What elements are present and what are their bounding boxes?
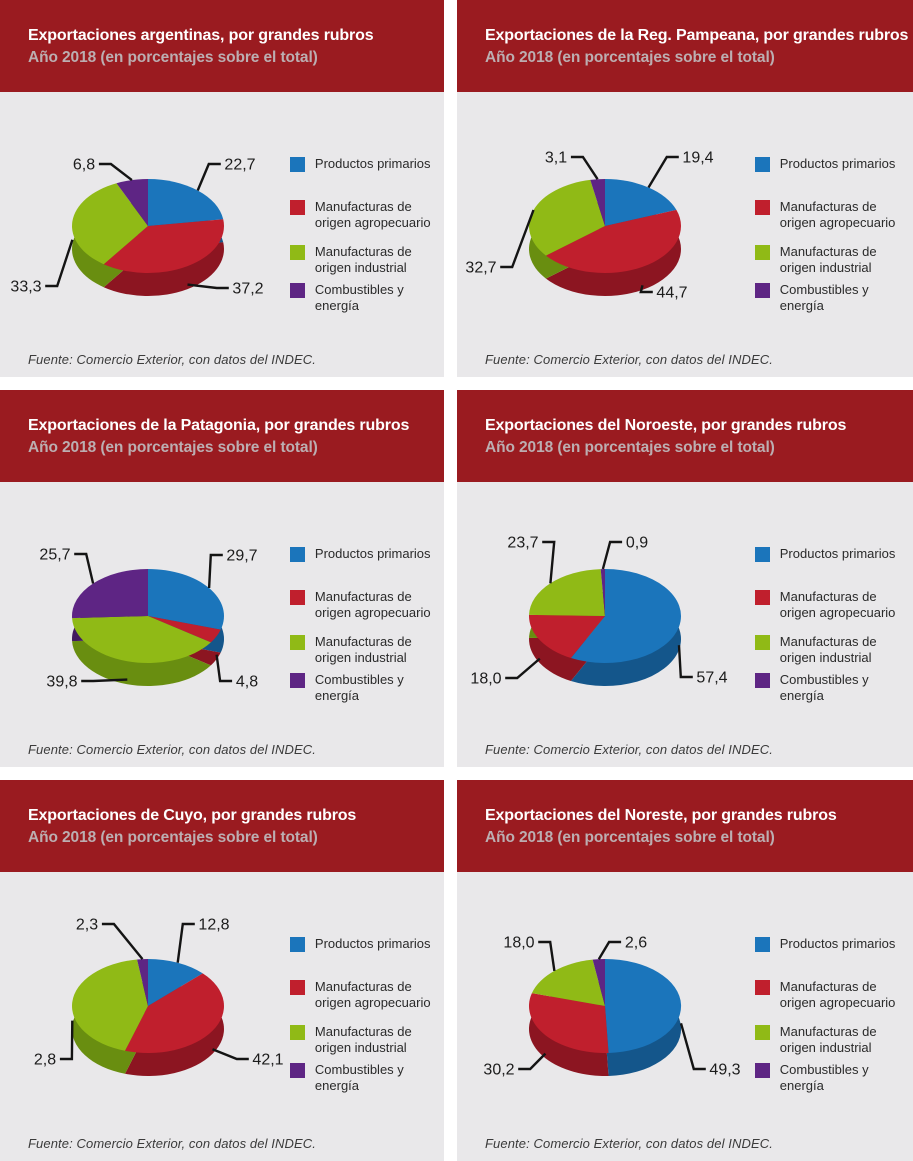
- callout-line: [571, 157, 598, 179]
- chart-body: [0, 92, 444, 377]
- callout-value: 37,2: [232, 280, 264, 298]
- legend-item: [755, 244, 877, 276]
- legend-color-swatch: [755, 1025, 770, 1040]
- legend-color-swatch: [755, 1063, 770, 1078]
- legend-item: [755, 634, 877, 666]
- callout-value: 4,8: [235, 673, 259, 691]
- legend-item-label: Combustibles y energía: [314, 282, 404, 313]
- legend-item: [290, 156, 431, 172]
- callout-line: [99, 164, 132, 180]
- legend-item-label: Manufacturas de origen agropecuario: [779, 589, 896, 620]
- callout-value: 33,3: [10, 278, 42, 296]
- legend-item: [755, 546, 896, 562]
- callout-value: 18,0: [470, 670, 502, 688]
- pie-slice: [148, 179, 223, 226]
- legend-color-swatch: [755, 673, 770, 688]
- callout-value: 42,1: [252, 1051, 284, 1069]
- chart-subtitle: Año 2018 (en porcentajes sobre el total): [485, 438, 775, 456]
- callout-value: 44,7: [656, 284, 688, 302]
- legend-item: [290, 546, 431, 562]
- chart-title: Exportaciones argentinas, por grandes rubros: [28, 26, 374, 44]
- legend-item: [290, 244, 412, 276]
- legend-color-swatch: [290, 547, 305, 562]
- legend-color-swatch: [290, 635, 305, 650]
- legend-item: [755, 936, 896, 952]
- chart-body: [457, 482, 913, 767]
- callout-line: [603, 542, 622, 569]
- legend-item-label: Combustibles y energía: [779, 1062, 869, 1093]
- callout-value: 2,8: [33, 1051, 57, 1069]
- legend-color-swatch: [755, 937, 770, 952]
- legend-item-label: Manufacturas de origen industrial: [779, 634, 877, 665]
- legend-color-swatch: [290, 673, 305, 688]
- chart-subtitle: Año 2018 (en porcentajes sobre el total): [485, 828, 775, 846]
- callout-value: 3,1: [544, 149, 568, 167]
- legend-item: [755, 1062, 869, 1094]
- callout-value: 12,8: [198, 916, 230, 934]
- legend-item: [290, 1062, 404, 1094]
- panel-exportaciones-reg-pampeana: [457, 0, 913, 377]
- legend-color-swatch: [290, 590, 305, 605]
- pie-chart: [457, 92, 742, 324]
- callout-value: 19,4: [682, 149, 714, 167]
- chart-header: [0, 780, 444, 872]
- legend-item-label: Manufacturas de origen industrial: [314, 1024, 412, 1055]
- panel-exportaciones-cuyo: [0, 780, 444, 1161]
- callout-value: 30,2: [483, 1061, 515, 1079]
- callout-line: [45, 240, 72, 286]
- pie-chart: [457, 482, 742, 714]
- callout-value: 22,7: [224, 156, 256, 174]
- pie-chart: [0, 482, 285, 714]
- callout-line: [505, 659, 540, 678]
- legend-item: [290, 936, 431, 952]
- callout-value: 57,4: [696, 669, 728, 687]
- legend-item: [290, 199, 431, 231]
- callout-line: [542, 542, 554, 583]
- chart-title: Exportaciones del Noreste, por grandes rubros: [485, 806, 837, 824]
- chart-header: [457, 0, 913, 92]
- legend-color-swatch: [755, 283, 770, 298]
- legend-color-swatch: [755, 635, 770, 650]
- callout-line: [681, 1023, 706, 1069]
- panel-exportaciones-patagonia: [0, 390, 444, 767]
- legend-item: [755, 589, 896, 621]
- callout-line: [198, 164, 221, 191]
- legend-item: [290, 589, 431, 621]
- legend-color-swatch: [290, 200, 305, 215]
- callout-value: 23,7: [507, 534, 539, 552]
- pie-chart: [0, 872, 285, 1104]
- legend-item-label: Combustibles y energía: [779, 672, 869, 703]
- legend-color-swatch: [755, 245, 770, 260]
- chart-title: Exportaciones de la Patagonia, por grandes rubros: [28, 416, 410, 434]
- legend-color-swatch: [755, 590, 770, 605]
- callout-value: 49,3: [709, 1061, 741, 1079]
- callout-line: [538, 942, 554, 971]
- callout-value: 25,7: [39, 546, 71, 564]
- callout-line: [74, 554, 93, 584]
- callout-value: 6,8: [72, 156, 96, 174]
- legend-item: [290, 979, 431, 1011]
- legend-item: [755, 979, 896, 1011]
- chart-subtitle: Año 2018 (en porcentajes sobre el total): [28, 438, 318, 456]
- legend-item-label: Productos primarios: [779, 546, 896, 561]
- callout-line: [81, 680, 127, 681]
- pie-slice: [72, 569, 148, 618]
- source-note: Fuente: Comercio Exterior, con datos del INDEC.: [485, 742, 773, 757]
- chart-header: [457, 390, 913, 482]
- legend-item: [290, 1024, 412, 1056]
- chart-title: Exportaciones de la Reg. Pampeana, por grandes rubros: [485, 26, 909, 44]
- chart-body: [457, 872, 913, 1161]
- legend-item-label: Manufacturas de origen industrial: [779, 1024, 877, 1055]
- callout-line: [188, 285, 229, 288]
- chart-body: [0, 872, 444, 1161]
- legend-color-swatch: [755, 157, 770, 172]
- chart-body: [0, 482, 444, 767]
- source-note: Fuente: Comercio Exterior, con datos del INDEC.: [485, 352, 773, 367]
- chart-subtitle: Año 2018 (en porcentajes sobre el total): [485, 48, 775, 66]
- legend-color-swatch: [290, 245, 305, 260]
- chart-subtitle: Año 2018 (en porcentajes sobre el total): [28, 48, 318, 66]
- legend-item: [290, 282, 404, 314]
- callout-line: [209, 555, 223, 588]
- chart-subtitle: Año 2018 (en porcentajes sobre el total): [28, 828, 318, 846]
- panel-exportaciones-noreste: [457, 780, 913, 1161]
- legend-item-label: Combustibles y energía: [314, 672, 404, 703]
- callout-value: 18,0: [503, 934, 535, 952]
- legend-item-label: Manufacturas de origen agropecuario: [314, 979, 431, 1010]
- callout-value: 29,7: [226, 547, 258, 565]
- source-note: Fuente: Comercio Exterior, con datos del INDEC.: [28, 742, 316, 757]
- legend-color-swatch: [755, 200, 770, 215]
- legend-color-swatch: [290, 937, 305, 952]
- callout-line: [679, 645, 693, 677]
- legend-color-swatch: [290, 1025, 305, 1040]
- callout-line: [60, 1021, 72, 1059]
- legend-color-swatch: [755, 980, 770, 995]
- legend-item-label: Manufacturas de origen agropecuario: [779, 979, 896, 1010]
- source-note: Fuente: Comercio Exterior, con datos del INDEC.: [28, 1136, 316, 1151]
- panel-exportaciones-noroeste: [457, 390, 913, 767]
- legend-item-label: Productos primarios: [779, 156, 896, 171]
- legend-item: [755, 672, 869, 704]
- callout-line: [102, 924, 143, 959]
- legend-item-label: Productos primarios: [779, 936, 896, 951]
- source-note: Fuente: Comercio Exterior, con datos del INDEC.: [485, 1136, 773, 1151]
- legend-item: [755, 199, 896, 231]
- chart-header: [457, 780, 913, 872]
- legend-item-label: Productos primarios: [314, 156, 431, 171]
- callout-value: 32,7: [465, 259, 497, 277]
- chart-title: Exportaciones del Noroeste, por grandes rubros: [485, 416, 847, 434]
- callout-line: [649, 157, 679, 188]
- legend-color-swatch: [755, 547, 770, 562]
- legend-color-swatch: [290, 283, 305, 298]
- panel-exportaciones-argentinas: [0, 0, 444, 377]
- chart-body: [457, 92, 913, 377]
- legend-item: [755, 282, 869, 314]
- callout-value: 2,3: [75, 916, 99, 934]
- callout-value: 39,8: [46, 673, 78, 691]
- legend-item-label: Manufacturas de origen agropecuario: [314, 589, 431, 620]
- legend-item: [290, 672, 404, 704]
- pie-chart: [0, 92, 285, 324]
- legend-item-label: Manufacturas de origen agropecuario: [314, 199, 431, 230]
- chart-header: [0, 390, 444, 482]
- callout-line: [213, 1049, 249, 1059]
- legend-item-label: Manufacturas de origen agropecuario: [779, 199, 896, 230]
- legend-item-label: Combustibles y energía: [314, 1062, 404, 1093]
- callout-line: [178, 924, 195, 963]
- legend-item: [755, 1024, 877, 1056]
- pie-slice: [529, 569, 605, 616]
- pie-chart: [457, 872, 742, 1104]
- legend-color-swatch: [290, 980, 305, 995]
- legend-color-swatch: [290, 157, 305, 172]
- legend-item-label: Manufacturas de origen industrial: [314, 244, 412, 275]
- callout-value: 0,9: [625, 534, 649, 552]
- callout-line: [599, 942, 621, 959]
- legend-color-swatch: [290, 1063, 305, 1078]
- callout-line: [500, 210, 533, 267]
- callout-line: [217, 655, 233, 681]
- legend-item-label: Productos primarios: [314, 936, 431, 951]
- callout-line: [518, 1054, 545, 1069]
- legend-item-label: Manufacturas de origen industrial: [779, 244, 877, 275]
- legend-item-label: Combustibles y energía: [779, 282, 869, 313]
- chart-header: [0, 0, 444, 92]
- legend-item-label: Manufacturas de origen industrial: [314, 634, 412, 665]
- legend-item: [290, 634, 412, 666]
- callout-value: 2,6: [624, 934, 648, 952]
- source-note: Fuente: Comercio Exterior, con datos del INDEC.: [28, 352, 316, 367]
- legend-item: [755, 156, 896, 172]
- legend-item-label: Productos primarios: [314, 546, 431, 561]
- chart-title: Exportaciones de Cuyo, por grandes rubros: [28, 806, 357, 824]
